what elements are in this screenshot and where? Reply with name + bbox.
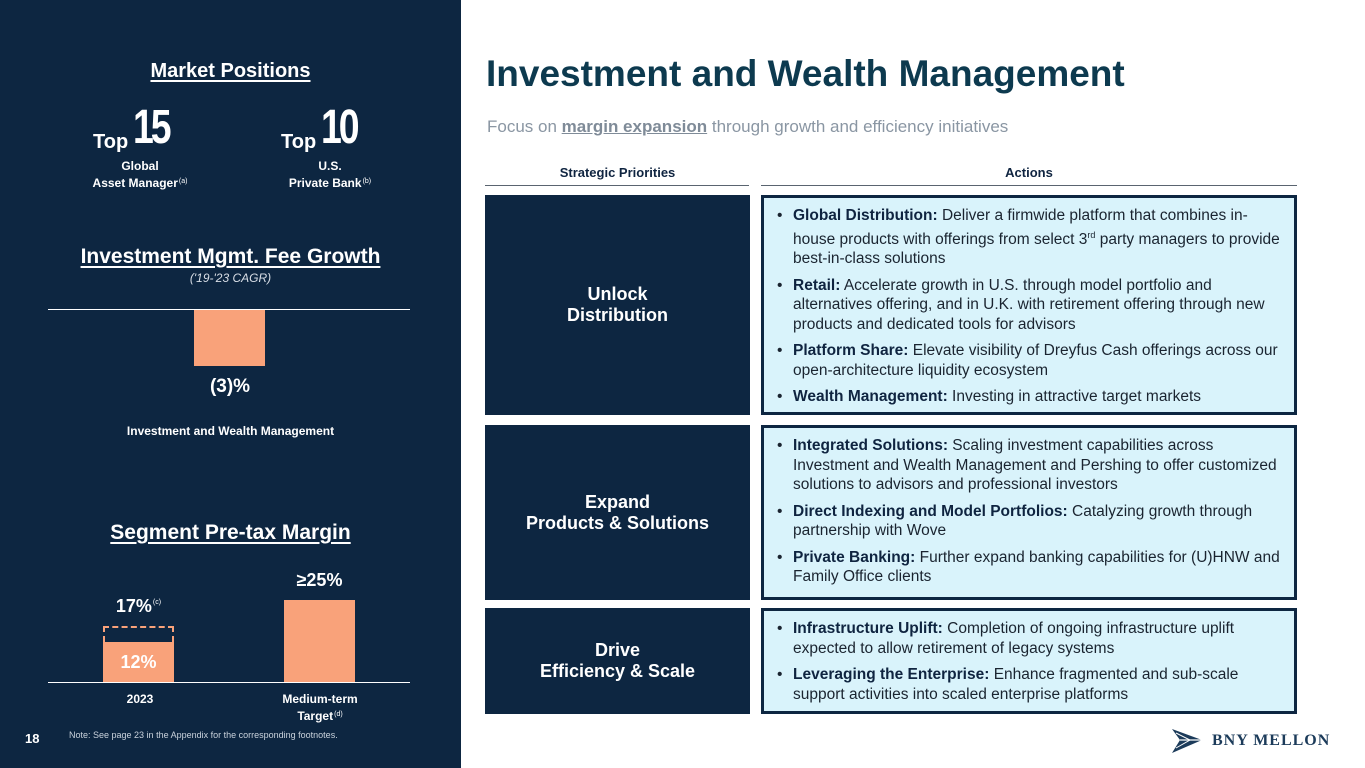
footnote-marker: (d) — [334, 711, 343, 718]
actions-box — [761, 425, 1297, 600]
action-text: Enhance fragmented and sub-scale support activities into scaled enterprise platforms — [793, 666, 1239, 703]
margin-category-label — [265, 691, 375, 724]
margin-bar-inner-label: 12% — [120, 652, 157, 673]
action-item — [776, 436, 1282, 495]
action-item — [776, 665, 1282, 704]
top-word: Top — [281, 131, 317, 153]
priority-unlock-distribution — [485, 195, 750, 415]
action-text: Accelerate growth in U.S. through model portfolio and alternatives offering, and in U.K. with retirement offering through new products and dedicated tools for advisors — [793, 276, 1265, 333]
action-item — [776, 276, 1282, 335]
footnote-marker: (a) — [178, 178, 188, 185]
page-title: Investment and Wealth Management — [486, 53, 1125, 94]
rank-label-line1: Global — [121, 159, 159, 173]
priority-label-line: Products & Solutions — [525, 512, 709, 533]
rank-label-line2: Private Bank — [288, 176, 362, 190]
margin-top-label — [269, 570, 370, 591]
margin-category-line: 2023 — [126, 692, 154, 706]
rank-label — [80, 159, 200, 191]
priority-label-line: Efficiency & Scale — [539, 661, 696, 681]
margin-category-label — [90, 691, 190, 707]
action-text: Completion of ongoing infrastructure uplift expected to allow retirement of legacy systems — [793, 620, 1235, 657]
column-header-actions: Actions — [1005, 165, 1053, 180]
margin-dashed-reference — [103, 626, 174, 643]
action-item — [776, 548, 1282, 587]
page-number: 18 — [25, 731, 40, 746]
footnote-marker: (b) — [362, 178, 372, 185]
pretax-margin-title: Segment Pre-tax Margin — [110, 521, 351, 544]
page-subtitle — [487, 117, 1008, 137]
margin-bar-target — [284, 600, 355, 683]
priority-drive-efficiency — [485, 608, 750, 714]
priority-label-line: Drive — [594, 640, 641, 660]
footnote-note: Note: See page 23 in the Appendix for the corresponding footnotes. — [69, 730, 338, 740]
subtitle-highlight: margin expansion — [561, 117, 708, 136]
priority-label-line: Distribution — [567, 305, 668, 325]
action-item — [776, 387, 1282, 407]
priority-label-line: Expand — [584, 491, 650, 512]
actions-box — [761, 195, 1297, 415]
column-header-priorities: Strategic Priorities — [559, 165, 676, 180]
subtitle-text: through growth and efficiency initiatives — [707, 117, 1009, 136]
fee-growth-subtitle: ('19-'23 CAGR) — [189, 271, 272, 285]
priority-expand-products — [485, 425, 750, 600]
fee-growth-category-label: Investment and Wealth Management — [126, 424, 335, 438]
action-item — [776, 341, 1282, 380]
action-heading: Platform Share: — [793, 342, 909, 359]
priority-label-line: Unlock — [587, 284, 648, 304]
action-item — [776, 502, 1282, 541]
rank-label — [270, 159, 390, 191]
actions-box — [761, 608, 1297, 714]
action-heading: Integrated Solutions: — [793, 437, 948, 454]
logo-wordmark: BNY MELLON — [1212, 732, 1331, 749]
market-positions-title: Market Positions — [150, 60, 311, 82]
action-text: Investing in attractive target markets — [947, 388, 1202, 405]
action-text: Elevate visibility of Dreyfus Cash offerings across our open-architecture liquidity ecosystem — [793, 342, 1278, 379]
action-text: Scaling investment capabilities across Investment and Wealth Management and Pershing to offer customized solutions to advisors and professional investors — [793, 437, 1277, 493]
action-text: Deliver a firmwide platform that combines in-house products with offerings from select 3 — [793, 207, 1248, 248]
action-item — [776, 619, 1282, 658]
action-heading: Retail: — [793, 276, 841, 294]
margin-top-label-text: ≥25% — [296, 569, 343, 590]
rank-label-line2: Asset Manager — [92, 176, 178, 190]
column-divider — [485, 185, 749, 186]
action-text: party managers to provide best-in-class solutions — [793, 230, 1280, 267]
action-item — [776, 206, 1282, 269]
top-word: Top — [93, 131, 129, 153]
action-text: Catalyzing growth through partnership with Wove — [793, 502, 1253, 539]
rank-number: 15 — [133, 101, 169, 154]
action-heading: Direct Indexing and Model Portfolios: — [793, 502, 1068, 520]
left-panel — [0, 0, 461, 768]
bny-mellon-logo — [1170, 727, 1330, 755]
footnote-marker: (c) — [152, 598, 162, 606]
margin-chart-axis — [48, 682, 410, 683]
ordinal-superscript: rd — [1087, 229, 1096, 240]
action-text: Further expand banking capabilities for (U)HNW and Family Office clients — [793, 548, 1280, 585]
margin-category-line: Target — [297, 709, 334, 723]
action-heading: Global Distribution: — [793, 207, 938, 224]
subtitle-text: Focus on — [487, 117, 562, 136]
fee-growth-bar — [194, 310, 265, 366]
margin-category-line: Medium-term — [282, 692, 358, 706]
rank-number: 10 — [321, 101, 357, 154]
margin-top-label-text: 17% — [115, 595, 152, 616]
column-divider — [761, 185, 1297, 186]
bny-mellon-logo-icon — [1170, 727, 1204, 755]
action-heading: Wealth Management: — [793, 388, 948, 405]
action-heading: Private Banking: — [793, 548, 916, 566]
action-heading: Infrastructure Uplift: — [793, 620, 943, 637]
rank-label-line1: U.S. — [318, 159, 342, 173]
action-heading: Leveraging the Enterprise: — [793, 666, 990, 683]
fee-growth-value-label: (3)% — [209, 376, 251, 397]
fee-growth-title: Investment Mgmt. Fee Growth — [80, 245, 381, 268]
margin-top-label — [88, 596, 189, 617]
